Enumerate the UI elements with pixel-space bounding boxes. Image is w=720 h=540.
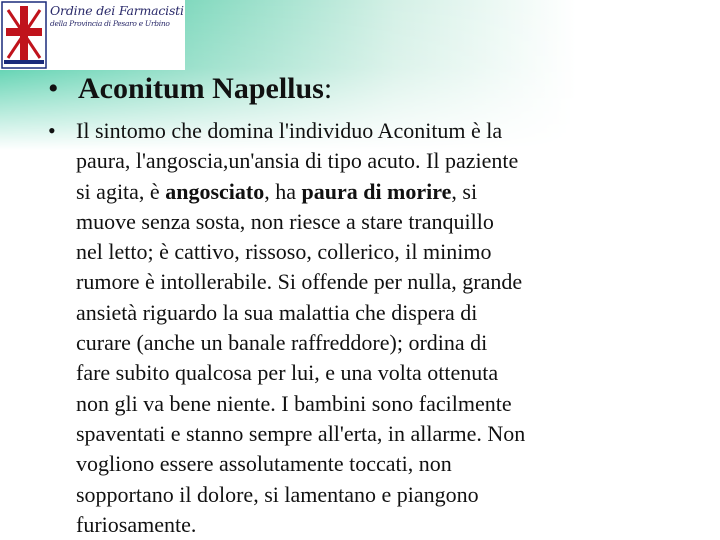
heading-bullet: • bbox=[48, 72, 59, 105]
paragraph-line: sopportano il dolore, si lamentano e piangono bbox=[76, 481, 479, 507]
paragraph-line: paura, l'angoscia,un'ansia di tipo acuto. Il paziente bbox=[76, 148, 519, 174]
cross-emblem-icon bbox=[0, 0, 48, 70]
paragraph-lines bbox=[76, 116, 668, 540]
logo bbox=[0, 0, 185, 70]
paragraph-line: spaventati e stanno sempre all'erta, in allarme. Non bbox=[76, 420, 526, 446]
body-paragraph bbox=[48, 116, 668, 540]
paragraph-line: furiosamente. bbox=[76, 511, 197, 537]
paragraph-line: vogliono essere assolutamente toccati, non bbox=[76, 451, 452, 477]
paragraph-line: nel letto; è cattivo, rissoso, collerico, il minimo bbox=[76, 239, 492, 265]
text-run: si agita, è bbox=[76, 178, 166, 204]
text-run: , si bbox=[451, 178, 478, 204]
paragraph-line: ansietà riguardo la sua malattia che dispera di bbox=[76, 299, 478, 325]
paragraph-line: fare subito qualcosa per lui, e una volta ottenuta bbox=[76, 360, 499, 386]
paragraph-bullet: • bbox=[48, 118, 56, 143]
emphasis-paura-di-morire: paura di morire bbox=[301, 178, 452, 204]
logo-line-1: Ordine dei Farmacisti bbox=[50, 3, 184, 18]
paragraph-line: non gli va bene niente. I bambini sono facilmente bbox=[76, 390, 512, 416]
paragraph-line: Il sintomo che domina l'individuo Aconitum è la bbox=[76, 118, 503, 143]
slide-heading bbox=[48, 72, 332, 106]
paragraph-line: rumore è intollerabile. Si offende per nulla, grande bbox=[76, 269, 523, 295]
heading-title: Aconitum Napellus bbox=[78, 72, 324, 105]
logo-line-2: della Provincia di Pesaro e Urbino bbox=[50, 19, 170, 29]
logo-text bbox=[50, 4, 184, 28]
heading-suffix: : bbox=[323, 72, 333, 105]
emphasis-angosciato: angosciato bbox=[165, 178, 265, 204]
paragraph-line bbox=[76, 177, 668, 207]
text-run: , ha bbox=[264, 178, 302, 204]
paragraph-line: muove senza sosta, non riesce a stare tranquillo bbox=[76, 208, 494, 234]
paragraph-line: curare (anche un banale raffreddore); ordina di bbox=[76, 330, 488, 356]
